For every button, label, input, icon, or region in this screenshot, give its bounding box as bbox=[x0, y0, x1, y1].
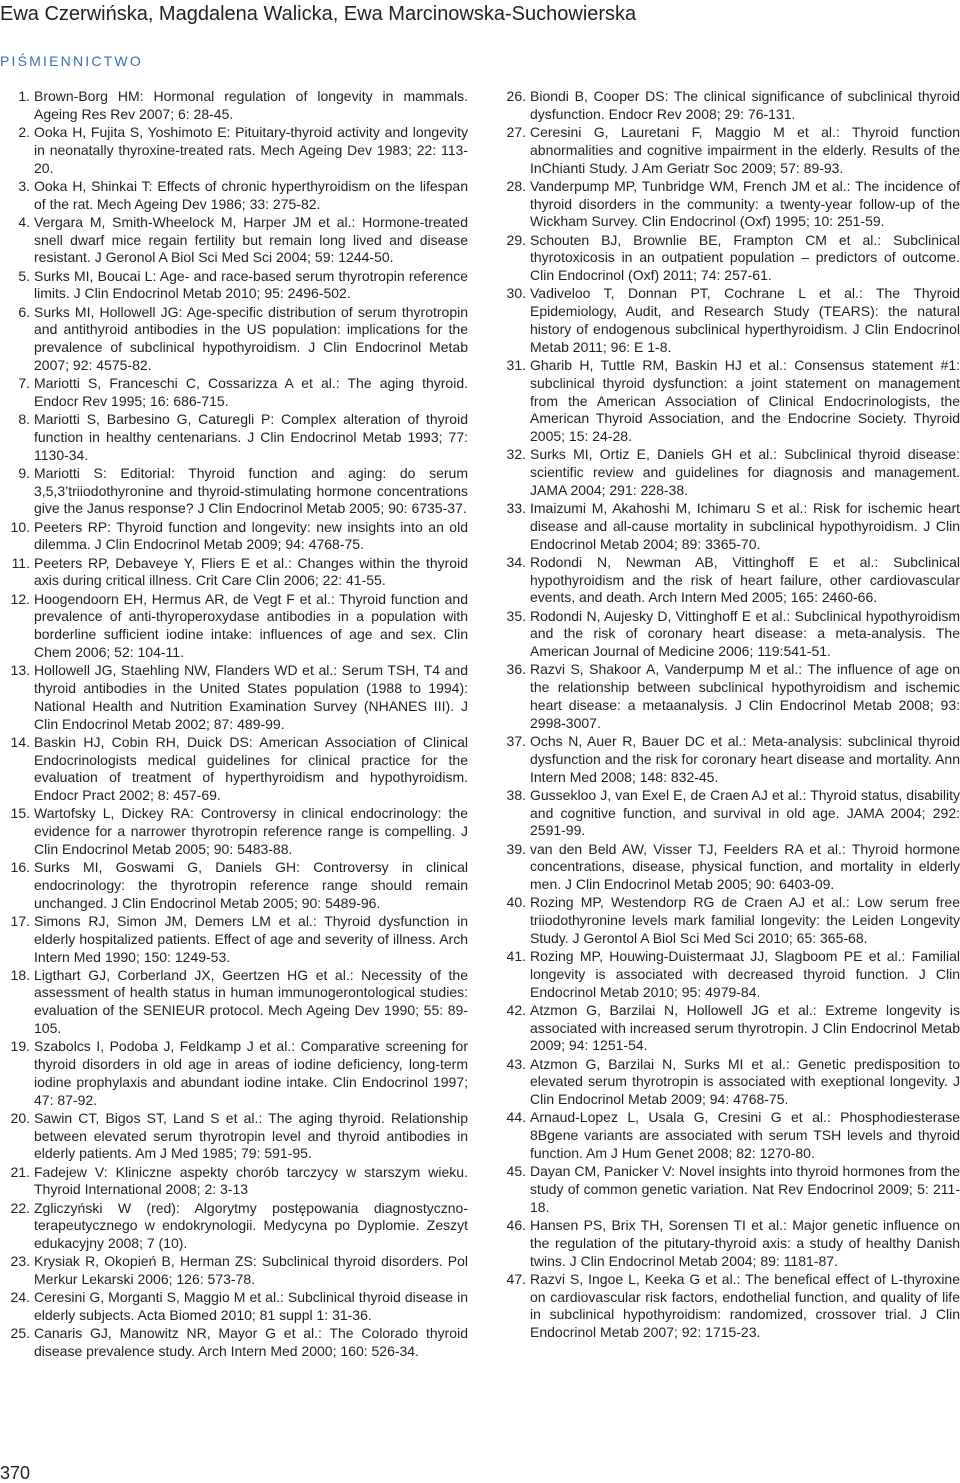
reference-item bbox=[496, 178, 960, 231]
reference-item bbox=[0, 967, 468, 1038]
reference-number: 43. bbox=[506, 1055, 526, 1072]
reference-text: Atzmon G, Barzilai N, Hollowell JG et al.: Extreme longevity is associated with increased serum thyrotropin. J Clin Endocrinol Metab 2009; 94: 1251-54. bbox=[530, 1001, 960, 1054]
reference-item bbox=[496, 1217, 960, 1270]
reference-item bbox=[496, 232, 960, 285]
reference-text: Zgliczyński W (red): Algorytmy postępowania diagnostyczno-terapeutycznego w endokrynologii. Medycyna po Dyplomie. Zeszyt edukacyjny 2008; 7 (10). bbox=[34, 1199, 468, 1252]
reference-text: Arnaud-Lopez L, Usala G, Cresini G et al.: Phosphodiesterase 8Bgene variants are associated with serum TSH levels and thyroid function. Am J Hum Genet 2008; 82: 1270-80. bbox=[530, 1109, 960, 1162]
reference-text: Ligthart GJ, Corberland JX, Geertzen HG et al.: Necessity of the assessment of health status in human immunogerontological studies: evaluation of the SENIEUR protocol. Mech Ageing Dev 1990; 55: 89-105. bbox=[34, 966, 468, 1037]
reference-text: Razvi S, Shakoor A, Vanderpump M et al.: The influence of age on the relationship between subclinical hypothyroidism and ischemic heart disease: a metaanalysis. J Clin Endocrinol Metab 2008; 93: 2998-3007. bbox=[530, 661, 960, 731]
reference-item bbox=[0, 304, 468, 375]
reference-item bbox=[0, 662, 468, 733]
reference-number: 41. bbox=[506, 948, 526, 965]
reference-number: 2. bbox=[18, 123, 30, 140]
reference-number: 23. bbox=[10, 1253, 30, 1270]
reference-number: 13. bbox=[10, 662, 30, 679]
reference-text: Simons RJ, Simon JM, Demers LM et al.: Thyroid dysfunction in elderly hospitalized patients. Effect of age and severity of illness. Arch Intern Med 1990; 150: 1249-53. bbox=[34, 912, 468, 965]
reference-text: Peeters RP, Debaveye Y, Fliers E et al.: Changes within the thyroid axis during critical illness. Crit Care Clin 2006; 22: 41-55. bbox=[34, 554, 468, 589]
reference-number: 11. bbox=[11, 554, 30, 571]
page-number: 370 bbox=[0, 1463, 31, 1483]
reference-item bbox=[0, 519, 468, 555]
reference-item bbox=[496, 500, 960, 553]
reference-number: 4. bbox=[18, 213, 30, 230]
reference-text: Ooka H, Fujita S, Yoshimoto E: Pituitary-thyroid activity and longevity in neonatally thyroxine-treated rats. Mech Ageing Dev 1983; 22: 113-20. bbox=[34, 123, 468, 176]
reference-text: Imaizumi M, Akahoshi M, Ichimaru S et al.: Risk for ischemic heart disease and all-cause mortality in subclinical hypothyroidism. J Clin Endocrinol Metab 2004; 89: 3365-70. bbox=[530, 500, 960, 552]
reference-number: 25. bbox=[10, 1325, 30, 1342]
reference-number: 39. bbox=[506, 840, 526, 857]
reference-item bbox=[0, 124, 468, 177]
reference-item bbox=[0, 1253, 468, 1289]
reference-text: Hollowell JG, Staehling NW, Flanders WD et al.: Serum TSH, T4 and thyroid antibodies in the United States population (1988 to 1994): National Health and Nutrition Examination Survey (NHANES III). J Clin Endocrinol Metab 2002; 87: 489-99. bbox=[34, 662, 468, 732]
reference-text: Dayan CM, Panicker V: Novel insights into thyroid hormones from the study of common genetic variation. Nat Rev Endocrinol 2009; 5: 211-18. bbox=[530, 1163, 960, 1215]
reference-number: 5. bbox=[18, 267, 30, 284]
reference-number: 34. bbox=[506, 553, 526, 570]
reference-number: 10. bbox=[10, 518, 30, 535]
reference-text: Vadiveloo T, Donnan PT, Cochrane L et al.: The Thyroid Epidemiology, Audit, and Research Study (TEARS): the natural history of endogenous subclinical hyperthyroidism. J Clin Endocrinol Metab 2011; 96: E 1-8. bbox=[530, 285, 960, 355]
reference-text: Brown-Borg HM: Hormonal regulation of longevity in mammals. Ageing Res Rev 2007; 6: 28-45. bbox=[34, 88, 468, 122]
reference-text: van den Beld AW, Visser TJ, Feelders RA et al.: Thyroid hormone concentrations, disease, physical function, and mortality in elderly men. J Clin Endocrinol Metab 2005; 90: 6403-09. bbox=[530, 840, 960, 893]
reference-item bbox=[496, 88, 960, 124]
reference-number: 18. bbox=[10, 966, 30, 983]
reference-item bbox=[0, 88, 468, 124]
reference-text: Peeters RP: Thyroid function and longevity: new insights into an old dilemma. J Clin Endocrinol Metab 2009; 94: 4768-75. bbox=[34, 518, 468, 553]
reference-number: 22. bbox=[10, 1199, 30, 1216]
reference-item bbox=[0, 1164, 468, 1200]
reference-text: Rodondi N, Aujesky D, Vittinghoff E et al.: Subclinical hypothyroidism and the risk of coronary heart disease: a meta-analysis. The American Journal of Medicine 2006; 119:541-51. bbox=[530, 607, 960, 660]
reference-item bbox=[496, 1056, 960, 1109]
reference-text: Ochs N, Auer R, Bauer DC et al.: Meta-analysis: subclinical thyroid dysfunction and the risk for coronary heart disease and mortality. Ann Intern Med 2008; 148: 832-45. bbox=[530, 732, 960, 785]
reference-text: Vanderpump MP, Tunbridge WM, French JM et al.: The incidence of thyroid disorders in the community: a twenty-year follow-up of the Wickham Survey. Clin Endocrinol (Oxf) 1995; 10: 251-59. bbox=[530, 177, 960, 230]
reference-text: Ceresini G, Morganti S, Maggio M et al.: Subclinical thyroid disease in elderly subjects. Acta Biomed 2010; 81 suppl 1: 31-36. bbox=[34, 1289, 468, 1324]
reference-text: Hansen PS, Brix TH, Sorensen TI et al.: Major genetic influence on the regulation of the pitutary-thyroid axis: a study of healthy Danish twins. J Clin Endocrinol Metab 2004; 89: 1181-87. bbox=[530, 1217, 960, 1269]
reference-text: Rodondi N, Newman AB, Vittinghoff E et al.: Subclinical hypothyroidism and the risk of heart failure, other cardiovascular events, and death. Arch Intern Med 2005; 165: 2460-66. bbox=[530, 553, 960, 606]
reference-number: 44. bbox=[506, 1109, 526, 1126]
reference-item bbox=[496, 894, 960, 947]
reference-text: Canaris GJ, Manowitz NR, Mayor G et al.: The Colorado thyroid disease prevalence study. Arch Intern Med 2000; 160: 526-34. bbox=[34, 1325, 468, 1360]
reference-item bbox=[0, 734, 468, 805]
reference-item bbox=[496, 1271, 960, 1342]
reference-number: 1. bbox=[18, 88, 30, 104]
reference-item bbox=[0, 1110, 468, 1163]
reference-item bbox=[0, 214, 468, 267]
reference-text: Mariotti S, Franceschi C, Cossarizza A et al.: The aging thyroid. Endocr Rev 1995; 16: 686-715. bbox=[34, 375, 468, 409]
reference-number: 20. bbox=[10, 1109, 30, 1126]
reference-text: Atzmon G, Barzilai N, Surks MI et al.: Genetic predisposition to elevated serum thyrotropin is associated with exeptional longevity. J Clin Endocrinol Metab 2009; 94: 4768-75. bbox=[530, 1055, 960, 1108]
reference-text: Ceresini G, Lauretani F, Maggio M et al.: Thyroid function abnormalities and cognitive impairment in the elderly. Results of the InChianti Study. J Am Geriatr Soc 2009; 57: 89-93. bbox=[530, 123, 960, 176]
reference-item bbox=[496, 608, 960, 661]
reference-number: 37. bbox=[506, 732, 526, 749]
reference-item bbox=[0, 465, 468, 518]
reference-text: Vergara M, Smith-Wheelock M, Harper JM et al.: Hormone-treated snell dwarf mice regain fertility but remain long lived and disease resistant. J Geronol A Biol Sci Med Sci 2004; 59: 1244-50. bbox=[34, 213, 468, 266]
reference-item bbox=[0, 1200, 468, 1253]
reference-text: Biondi B, Cooper DS: The clinical significance of subclinical thyroid dysfunction. Endocr Rev 2008; 29: 76-131. bbox=[530, 88, 960, 122]
references-heading: PIŚMIENNICTWO bbox=[0, 53, 143, 69]
reference-text: Razvi S, Ingoe L, Keeka G et al.: The benefical effect of L-thyroxine on cardiovascular risk factors, endothelial function, and quality of life in subclinical hypothyroidism: randomized, crossover trial. J Clin Endocrinol Metab 2007; 92: 1715-23. bbox=[530, 1270, 960, 1341]
reference-item bbox=[496, 1163, 960, 1216]
reference-text: Gussekloo J, van Exel E, de Craen AJ et al.: Thyroid status, disability and cognitive function, and survival in old age. JAMA 2004; 292: 2591-99. bbox=[530, 786, 960, 839]
reference-number: 26. bbox=[506, 88, 526, 104]
reference-item bbox=[496, 285, 960, 356]
reference-number: 17. bbox=[10, 912, 30, 929]
reference-number: 8. bbox=[18, 411, 30, 428]
reference-number: 32. bbox=[506, 446, 526, 463]
reference-number: 36. bbox=[506, 661, 526, 678]
reference-text: Rozing MP, Westendorp RG de Craen AJ et al.: Low serum free triiodothyronine levels mark familial longevity: the Leiden Longevity Study. J Gerontol A Biol Sci Med Sci 2010; 65: 365-68. bbox=[530, 894, 960, 946]
reference-item bbox=[0, 411, 468, 464]
reference-number: 40. bbox=[506, 894, 526, 911]
reference-item bbox=[0, 591, 468, 662]
reference-item bbox=[0, 1289, 468, 1325]
reference-number: 14. bbox=[10, 733, 30, 750]
reference-item bbox=[496, 661, 960, 732]
reference-number: 19. bbox=[10, 1038, 30, 1055]
reference-number: 31. bbox=[506, 356, 526, 373]
reference-item bbox=[0, 375, 468, 411]
reference-text: Baskin HJ, Cobin RH, Duick DS: American Association of Clinical Endocrinologists medical guidelines for clinical practice for the evaluation of treatment of hyperthyroidism and hypothyroidism. Endocr Pract 2002; 8: 457-69. bbox=[34, 733, 468, 804]
reference-item bbox=[496, 841, 960, 894]
reference-number: 21. bbox=[10, 1163, 30, 1180]
reference-text: Gharib H, Tuttle RM, Baskin HJ et al.: Consensus statement #1: subclinical thyroid dysfunction: a joint statement on management from the American Association of Clinical Endocrinologists, the American Thyroid Association, and the Endocrine Society. Thyroid 2005; 15: 24-28. bbox=[530, 356, 960, 445]
reference-item bbox=[0, 1038, 468, 1109]
reference-number: 24. bbox=[10, 1289, 30, 1306]
references-list-left bbox=[0, 88, 468, 1361]
reference-text: Surks MI, Hollowell JG: Age-specific distribution of serum thyrotropin and antithyroid antibodies in the US population: implications for the prevalence of subclinical hypothyroidism. J Clin Endocrinol Metab 2007; 92: 4575-82. bbox=[34, 303, 468, 373]
reference-text: Surks MI, Ortiz E, Daniels GH et al.: Subclinical thyroid disease: scientific review and guidelines for diagnosis and management. JAMA 2004; 291: 228-38. bbox=[530, 446, 960, 498]
reference-item bbox=[0, 1325, 468, 1361]
running-header-authors: Ewa Czerwińska, Magdalena Walicka, Ewa Marcinowska-Suchowierska bbox=[0, 3, 637, 25]
reference-item bbox=[0, 555, 468, 591]
reference-text: Surks MI, Goswami G, Daniels GH: Controversy in clinical endocrinology: the thyrotropin reference range should remain unchanged. J Clin Endocrinol Metab 2005; 90: 5489-96. bbox=[34, 859, 468, 911]
reference-number: 46. bbox=[506, 1217, 526, 1234]
reference-number: 3. bbox=[18, 177, 30, 194]
reference-item bbox=[496, 357, 960, 446]
reference-item bbox=[496, 787, 960, 840]
reference-number: 7. bbox=[18, 375, 30, 392]
reference-number: 38. bbox=[506, 786, 526, 803]
reference-text: Fadejew V: Kliniczne aspekty chorób tarczycy w starszym wieku. Thyroid International 2008; 2: 3-13 bbox=[34, 1163, 468, 1198]
reference-number: 30. bbox=[506, 285, 526, 302]
reference-text: Ooka H, Shinkai T: Effects of chronic hyperthyroidism on the lifespan of the rat. Mech Ageing Dev 1986; 33: 275-82. bbox=[34, 177, 468, 212]
reference-number: 35. bbox=[506, 607, 526, 624]
reference-number: 45. bbox=[506, 1163, 526, 1180]
reference-text: Sawin CT, Bigos ST, Land S et al.: The aging thyroid. Relationship between elevated serum thyrotropin level and thyroid antibodies in elderly patients. Am J Med 1985; 79: 591-95. bbox=[34, 1109, 468, 1162]
reference-text: Szabolcs I, Podoba J, Feldkamp J et al.: Comparative screening for thyroid disorders in old age in areas of iodine deficiency, long-term iodine prophylaxis and abundant iodine intake. Clin Endocrinol 1997; 47: 87-92. bbox=[34, 1038, 468, 1108]
reference-number: 6. bbox=[18, 303, 30, 320]
reference-number: 28. bbox=[506, 177, 526, 194]
reference-text: Rozing MP, Houwing-Duistermaat JJ, Slagboom PE et al.: Familial longevity is associated with decreased thyroid function. J Clin Endocrinol Metab 2010; 95: 4979-84. bbox=[530, 948, 960, 1000]
reference-number: 47. bbox=[506, 1270, 526, 1287]
references-list-right bbox=[496, 88, 960, 1342]
reference-number: 9. bbox=[18, 464, 30, 481]
reference-item bbox=[496, 948, 960, 1001]
reference-text: Mariotti S: Editorial: Thyroid function and aging: do serum 3,5,3’triiodothyronine and thyroid-stimulating hormone concentrations give the Janus response? J Clin Endocrinol Metab 2005; 90: 6735-37. bbox=[34, 464, 468, 517]
reference-text: Surks MI, Boucai L: Age- and race-based serum thyrotropin reference limits. J Clin Endocrinol Metab 2010; 95: 2496-502. bbox=[34, 267, 468, 302]
reference-number: 29. bbox=[506, 231, 526, 248]
reference-number: 15. bbox=[10, 805, 30, 822]
reference-item bbox=[0, 805, 468, 858]
reference-item bbox=[496, 1002, 960, 1055]
reference-number: 33. bbox=[506, 500, 526, 517]
reference-text: Schouten BJ, Brownlie BE, Frampton CM et al.: Subclinical thyrotoxicosis in an outpatient population – predictors of outcome. Clin Endocrinol (Oxf) 2011; 74: 257-61. bbox=[530, 231, 960, 284]
reference-text: Krysiak R, Okopień B, Herman ZS: Subclinical thyroid disorders. Pol Merkur Lekarski 2006; 126: 573-78. bbox=[34, 1253, 468, 1288]
reference-number: 12. bbox=[10, 590, 30, 607]
reference-item bbox=[496, 554, 960, 607]
reference-text: Mariotti S, Barbesino G, Caturegli P: Complex alteration of thyroid function in healthy centenarians. J Clin Endocrinol Metab 1993; 77: 1130-34. bbox=[34, 411, 468, 463]
reference-item bbox=[496, 733, 960, 786]
reference-number: 42. bbox=[506, 1001, 526, 1018]
reference-text: Wartofsky L, Dickey RA: Controversy in clinical endocrinology: the evidence for a narrower thyrotropin reference range is compelling. J Clin Endocrinol Metab 2005; 90: 5483-88. bbox=[34, 805, 468, 857]
reference-item bbox=[0, 178, 468, 214]
reference-item bbox=[0, 859, 468, 912]
reference-item bbox=[0, 913, 468, 966]
reference-text: Hoogendoorn EH, Hermus AR, de Vegt F et al.: Thyroid function and prevalence of anti-thyroperoxydase antibodies in a population with borderline sufficient iodine intake: influences of age and sex. Clin Chem 2006; 52: 104-11. bbox=[34, 590, 468, 660]
reference-item bbox=[496, 446, 960, 499]
reference-item bbox=[496, 1109, 960, 1162]
reference-number: 27. bbox=[506, 123, 526, 140]
reference-number: 16. bbox=[10, 859, 30, 876]
reference-item bbox=[496, 124, 960, 177]
reference-item bbox=[0, 268, 468, 304]
